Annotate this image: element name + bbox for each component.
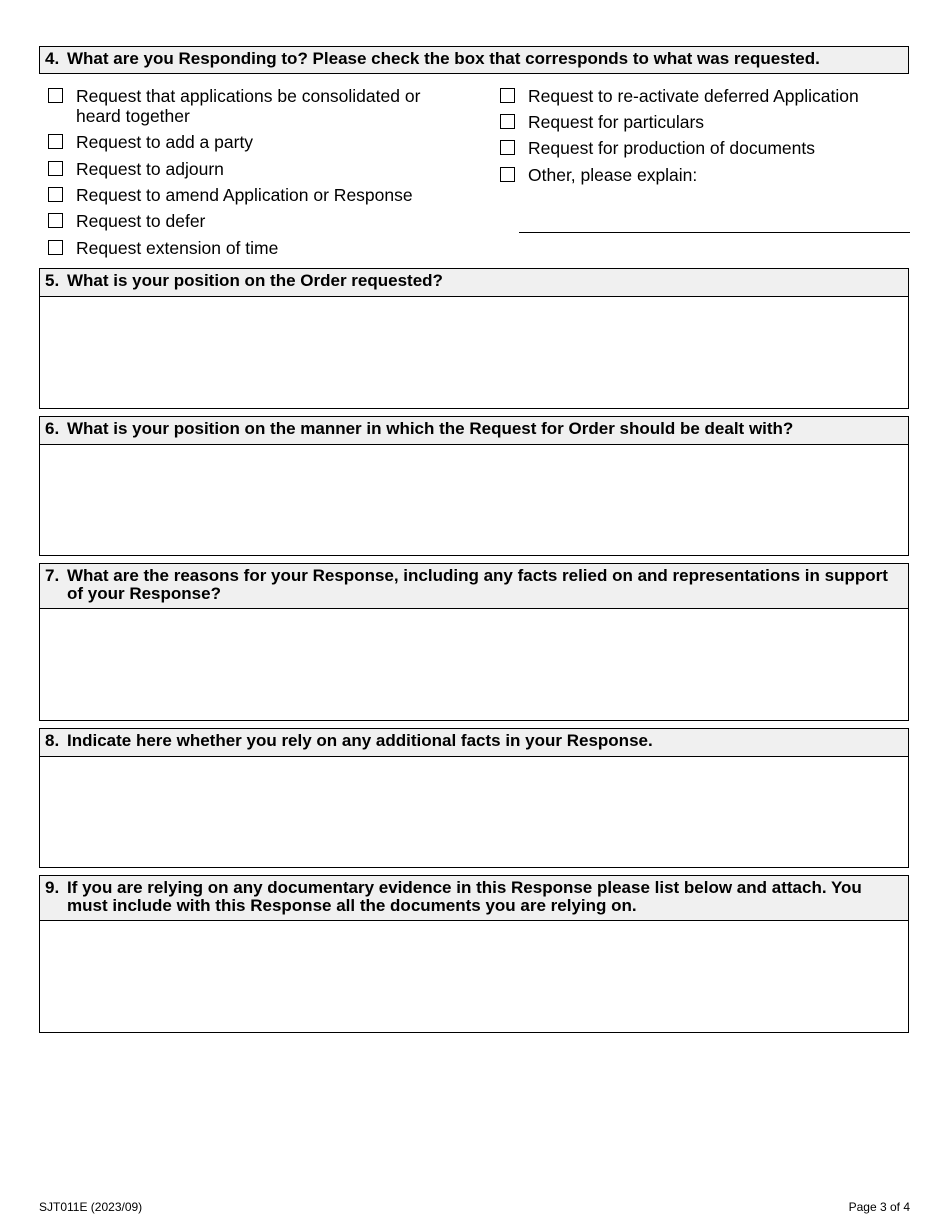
checkbox-add-party[interactable] xyxy=(48,134,63,149)
section-6-answer-field[interactable] xyxy=(39,445,909,556)
option-production[interactable] xyxy=(500,138,815,158)
section-9-answer-field[interactable] xyxy=(39,921,909,1033)
section-8-answer-field[interactable] xyxy=(39,757,909,868)
option-label: Request for particulars xyxy=(528,112,705,132)
option-label: Request for production of documents xyxy=(528,138,815,158)
option-consolidate[interactable] xyxy=(48,86,448,126)
section-5-number: 5. xyxy=(45,271,60,290)
option-extension[interactable] xyxy=(48,238,278,258)
section-9-number: 9. xyxy=(45,878,60,897)
section-7-number: 7. xyxy=(45,566,60,585)
section-8-title: Indicate here whether you rely on any additional facts in your Response. xyxy=(67,731,653,750)
form-id: SJT011E (2023/09) xyxy=(39,1200,143,1214)
checkbox-production[interactable] xyxy=(500,140,515,155)
checkbox-consolidate[interactable] xyxy=(48,88,63,103)
option-defer[interactable] xyxy=(48,211,205,231)
option-label: Request to re-activate deferred Application xyxy=(528,86,859,106)
section-7-header xyxy=(39,563,909,609)
section-5-header xyxy=(39,268,909,297)
section-9-header xyxy=(39,875,909,921)
checkbox-amend[interactable] xyxy=(48,187,63,202)
checkbox-defer[interactable] xyxy=(48,213,63,228)
section-4-number: 4. xyxy=(45,49,60,68)
section-5-title: What is your position on the Order requested? xyxy=(67,271,443,290)
section-5-answer-field[interactable] xyxy=(39,297,909,409)
option-label: Request to adjourn xyxy=(76,159,224,179)
section-7-answer-field[interactable] xyxy=(39,609,909,721)
section-7-title: What are the reasons for your Response, including any facts relied on and representations in support of your Response? xyxy=(67,566,888,603)
option-particulars[interactable] xyxy=(500,112,704,132)
page-number: Page 3 of 4 xyxy=(848,1200,910,1214)
section-6-header xyxy=(39,416,909,445)
checkbox-extension[interactable] xyxy=(48,240,63,255)
option-label: Request to defer xyxy=(76,211,206,231)
checkbox-particulars[interactable] xyxy=(500,114,515,129)
option-label: Request to add a party xyxy=(76,132,254,152)
option-amend[interactable] xyxy=(48,185,413,205)
section-9-title: If you are relying on any documentary evidence in this Response please list below and attach. You must include with this Response all the documents you are relying on. xyxy=(67,878,862,915)
section-6-title: What is your position on the manner in which the Request for Order should be dealt with? xyxy=(67,419,794,438)
section-6-number: 6. xyxy=(45,419,60,438)
option-label: Request to amend Application or Response xyxy=(76,185,413,205)
option-label: Request that applications be consolidated or heard together xyxy=(76,86,421,126)
section-8-header xyxy=(39,728,909,757)
option-other[interactable] xyxy=(500,165,697,185)
other-explain-field[interactable] xyxy=(519,232,910,233)
section-4-header xyxy=(39,46,909,74)
option-add-party[interactable] xyxy=(48,132,253,152)
option-reactivate[interactable] xyxy=(500,86,859,106)
option-label: Other, please explain: xyxy=(528,165,698,185)
section-4-title: What are you Responding to? Please check the box that corresponds to what was requested. xyxy=(67,49,820,68)
checkbox-adjourn[interactable] xyxy=(48,161,63,176)
option-label: Request extension of time xyxy=(76,238,279,258)
option-adjourn[interactable] xyxy=(48,159,224,179)
checkbox-reactivate[interactable] xyxy=(500,88,515,103)
section-8-number: 8. xyxy=(45,731,60,750)
checkbox-other[interactable] xyxy=(500,167,515,182)
